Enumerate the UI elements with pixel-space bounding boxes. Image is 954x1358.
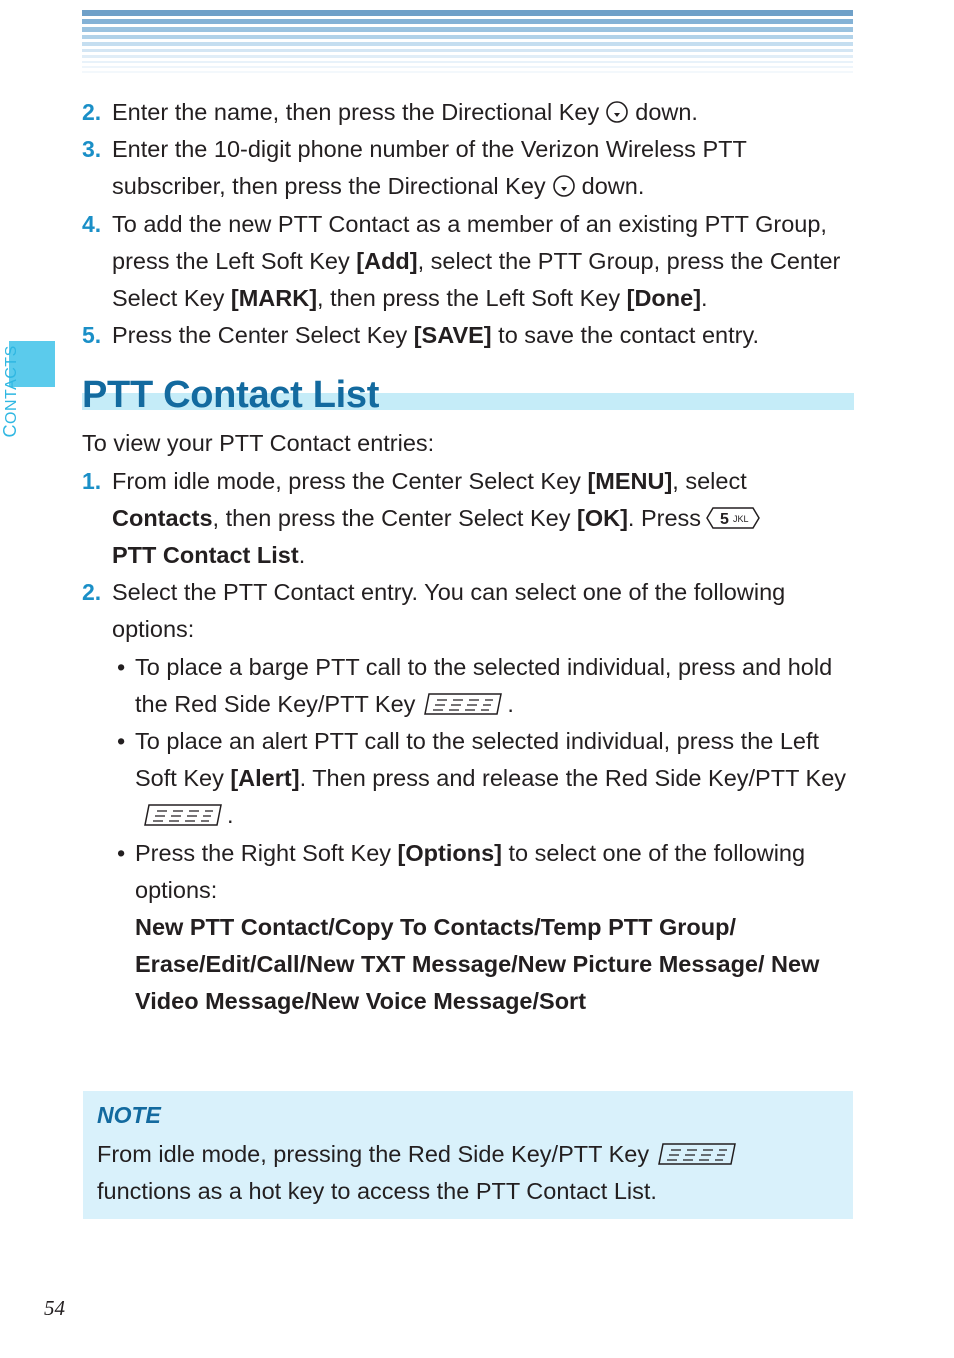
content: [82, 94, 854, 1021]
ptt-key-icon: [657, 1142, 737, 1166]
intro-text: To view your PTT Contact entries:: [82, 430, 435, 457]
directional-key-icon: [552, 174, 576, 198]
list-item: • To place a barge PTT call to the selected individual, press and hold the Red Side Key/PTT Key .: [114, 649, 854, 723]
step-3-top: 3. Enter the 10-digit phone number of the Verizon Wireless PTT subscriber, then press the Directional Key down.: [82, 136, 747, 200]
ptt-key-icon: [423, 692, 503, 716]
step-1: 1. From idle mode, press the Center Select Key [MENU], select Contacts, then press the Center Select Key [OK]. Press 5 JKL PTT Contact List.: [82, 463, 854, 575]
header-stripes: [82, 10, 853, 78]
svg-text:5: 5: [720, 510, 729, 528]
note-title: NOTE: [97, 1102, 161, 1128]
key-5-icon: [705, 506, 761, 530]
list-item: • Press the Right Soft Key [Options] to select one of the following options: New PTT Contact/Copy To Contacts/Temp PTT Group/ Erase/Edit/Call/New TXT Message/New Picture Message/ New Video Message/New Voice Message/Sort: [114, 835, 854, 1021]
options-list: [82, 649, 854, 1021]
note-box: [83, 1091, 853, 1219]
directional-key-icon: [605, 100, 629, 124]
list-item: • To place an alert PTT call to the selected individual, press the Left Soft Key [Alert]. Then press and release the Red Side Key/PTT Key.: [114, 723, 854, 835]
step-2-top: 2. Enter the name, then press the Directional Key down.: [82, 99, 698, 125]
options-menu-items: New PTT Contact/Copy To Contacts/Temp PTT Group/ Erase/Edit/Call/New TXT Message/New Picture Message/ New Video Message/New Voice Message/Sort: [135, 914, 820, 1015]
note-text: From idle mode, pressing the Red Side Key/PTT Key functions as a hot key to access the PTT Contact List.: [97, 1136, 837, 1210]
step-2: 2. Select the PTT Contact entry. You can select one of the following options:: [82, 579, 786, 643]
page-number: 54: [44, 1296, 65, 1320]
step-5-top: 5. Press the Center Select Key [SAVE] to save the contact entry.: [82, 322, 759, 349]
svg-text:JKL: JKL: [733, 513, 749, 524]
section-heading: [82, 374, 854, 435]
step-4-top: 4. To add the new PTT Contact as a member of an existing PTT Group, press the Left Soft Key [Add], select the PTT Group, press the Center Select Key [MARK], then press the Left Soft Key [Done].: [82, 210, 841, 312]
page-title: PTT Contact List: [82, 374, 380, 417]
section-label: CONTACTS: [0, 345, 20, 438]
ptt-key-icon: [143, 803, 223, 827]
